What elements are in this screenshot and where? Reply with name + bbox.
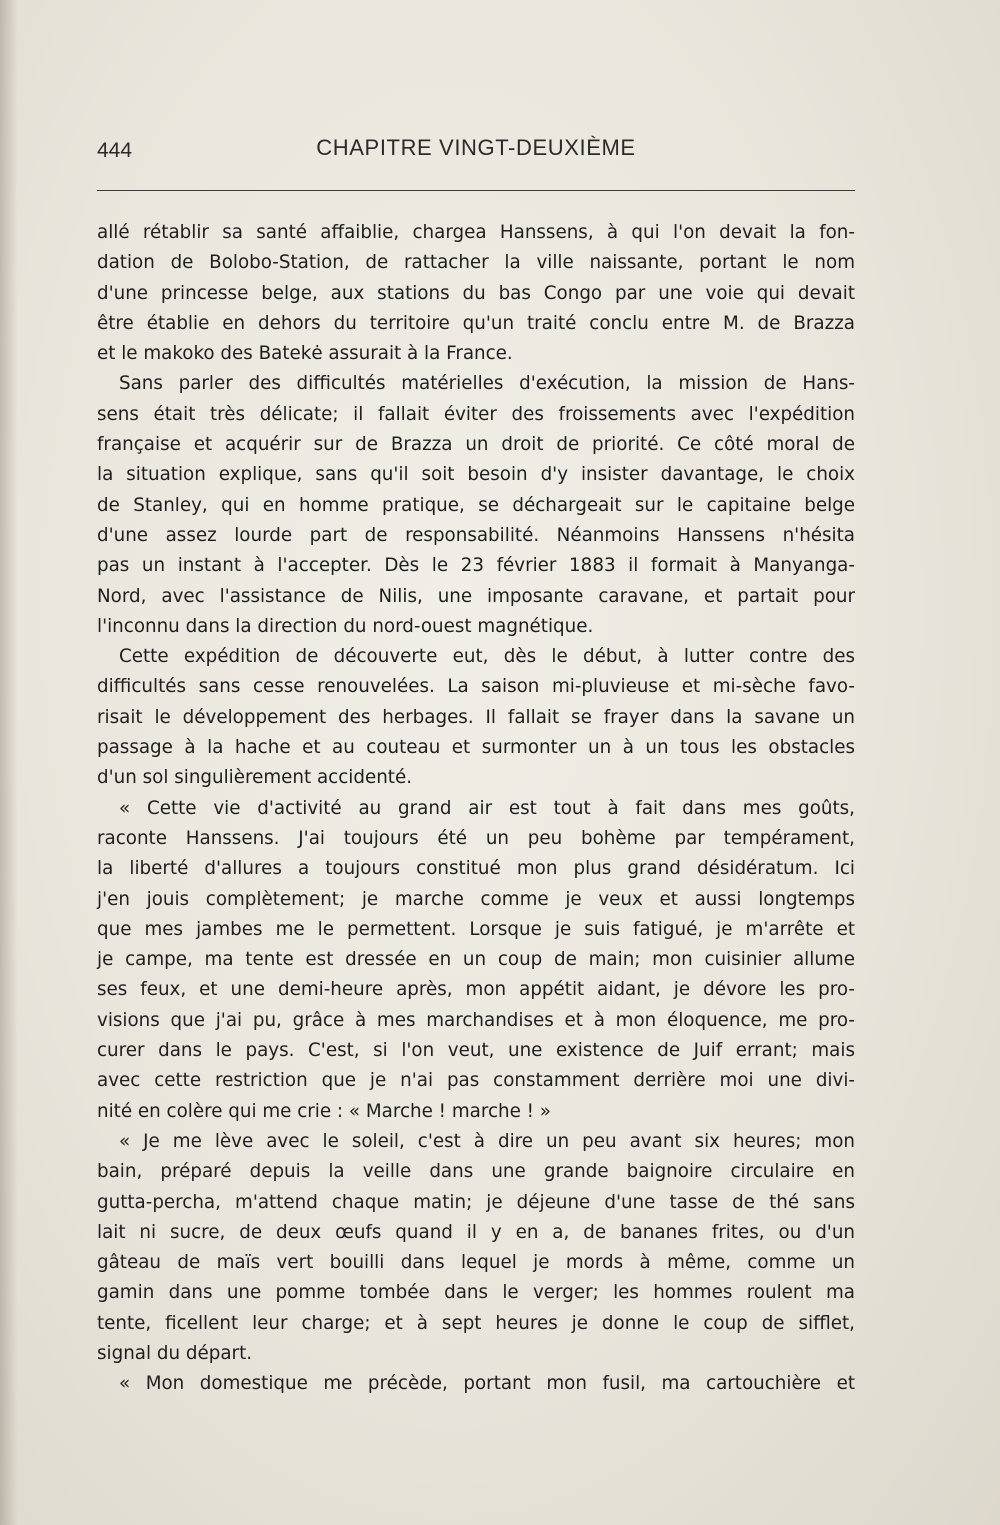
running-title: CHAPITRE VINGT-DEUXIÈME xyxy=(316,135,636,160)
page-header xyxy=(97,133,855,167)
text-line: de Stanley, qui en homme pratique, se déchargeait sur le capitaine belge xyxy=(97,494,855,516)
text-line: et le makoko des Batekė assurait à la France. xyxy=(97,343,513,365)
body-text xyxy=(97,218,855,1400)
text-line: signal du départ. xyxy=(97,1342,253,1364)
text-line: gamin dans une pomme tombée dans le verger; les hommes roulent ma xyxy=(97,1282,855,1304)
text-line: ses feux, et une demi-heure après, mon appétit aidant, je dévore les pro- xyxy=(97,979,855,1001)
text-line: allé rétablir sa santé affaiblie, chargea Hanssens, à qui l'on devait la fon- xyxy=(97,222,855,243)
text-line: gutta-percha, m'attend chaque matin; je déjeune d'une tasse de thé sans xyxy=(97,1191,855,1213)
text-line: visions que j'ai pu, grâce à mes marchandises et à mon éloquence, me pro- xyxy=(97,1009,855,1031)
paragraph xyxy=(97,1369,855,1399)
text-line: la situation explique, sans qu'il soit besoin d'y insister davantage, le choix xyxy=(97,464,855,486)
text-line: Sans parler des difficultés matérielles d'exécution, la mission de Hans- xyxy=(119,373,855,395)
text-line: risait le développement des herbages. Il fallait se frayer dans la savane un xyxy=(97,706,855,728)
page-number: 444 xyxy=(97,139,133,162)
text-line: avec cette restriction que je n'ai pas constamment derrière moi une divi- xyxy=(97,1070,855,1092)
text-line: « Mon domestique me précède, portant mon fusil, ma cartouchière et xyxy=(119,1373,855,1395)
text-line: gâteau de maïs vert bouilli dans lequel je mords à même, comme un xyxy=(97,1252,855,1274)
text-line: française et acquérir sur de Brazza un droit de priorité. Ce côté moral de xyxy=(97,434,855,456)
header-rule xyxy=(97,190,855,191)
text-line: lait ni sucre, de deux œufs quand il y en a, de bananes frites, ou d'un xyxy=(97,1221,855,1243)
text-line: bain, préparé depuis la veille dans une grande baignoire circulaire en xyxy=(97,1161,855,1183)
text-line: que mes jambes me le permettent. Lorsque je suis fatigué, je m'arrête et xyxy=(97,918,855,940)
paragraph xyxy=(97,218,855,369)
text-line: « Cette vie d'activité au grand air est tout à fait dans mes goûts, xyxy=(119,797,855,819)
text-line: pas un instant à l'accepter. Dès le 23 février 1883 il formait à Manyanga- xyxy=(97,555,855,577)
text-line: nité en colère qui me crie : « Marche ! marche ! » xyxy=(97,1100,551,1122)
text-line: Nord, avec l'assistance de Nilis, une imposante caravane, et partait pour xyxy=(97,585,855,607)
text-line: curer dans le pays. C'est, si l'on veut, une existence de Juif errant; mais xyxy=(97,1040,855,1062)
paragraph xyxy=(97,642,855,793)
binding-shadow xyxy=(0,0,18,1525)
text-line: être établie en dehors du territoire qu'un traité conclu entre M. de Brazza xyxy=(97,312,855,334)
text-line: tente, ficellent leur charge; et à sept heures je donne le coup de sifflet, xyxy=(97,1312,855,1334)
text-line: raconte Hanssens. J'ai toujours été un peu bohème par tempérament, xyxy=(97,827,855,849)
paragraph xyxy=(97,369,855,642)
text-line: difficultés sans cesse renouvelées. La saison mi-pluvieuse et mi-sèche favo- xyxy=(97,676,855,698)
text-line: l'inconnu dans la direction du nord-ouest magnétique. xyxy=(97,615,594,637)
text-line: sens était très délicate; il fallait éviter des froissements avec l'expédition xyxy=(97,403,855,425)
text-line: la liberté d'allures a toujours constitué mon plus grand désidératum. Ici xyxy=(97,858,855,880)
text-line: Cette expédition de découverte eut, dès le début, à lutter contre des xyxy=(119,646,855,668)
text-line: d'un sol singulièrement accidenté. xyxy=(97,767,413,789)
paragraph xyxy=(97,1127,855,1369)
paragraph xyxy=(97,794,855,1127)
text-line: d'une assez lourde part de responsabilité. Néanmoins Hanssens n'hésita xyxy=(97,524,855,546)
text-line: passage à la hache et au couteau et surmonter un à un tous les obstacles xyxy=(97,737,855,759)
text-line: j'en jouis complètement; je marche comme je veux et aussi longtemps xyxy=(97,888,855,910)
text-line: « Je me lève avec le soleil, c'est à dire un peu avant six heures; mon xyxy=(119,1130,855,1152)
text-line: dation de Bolobo-Station, de rattacher la ville naissante, portant le nom xyxy=(97,252,855,274)
text-line: d'une princesse belge, aux stations du bas Congo par une voie qui devait xyxy=(97,282,855,304)
text-line: je campe, ma tente est dressée en un coup de main; mon cuisinier allume xyxy=(97,949,855,971)
